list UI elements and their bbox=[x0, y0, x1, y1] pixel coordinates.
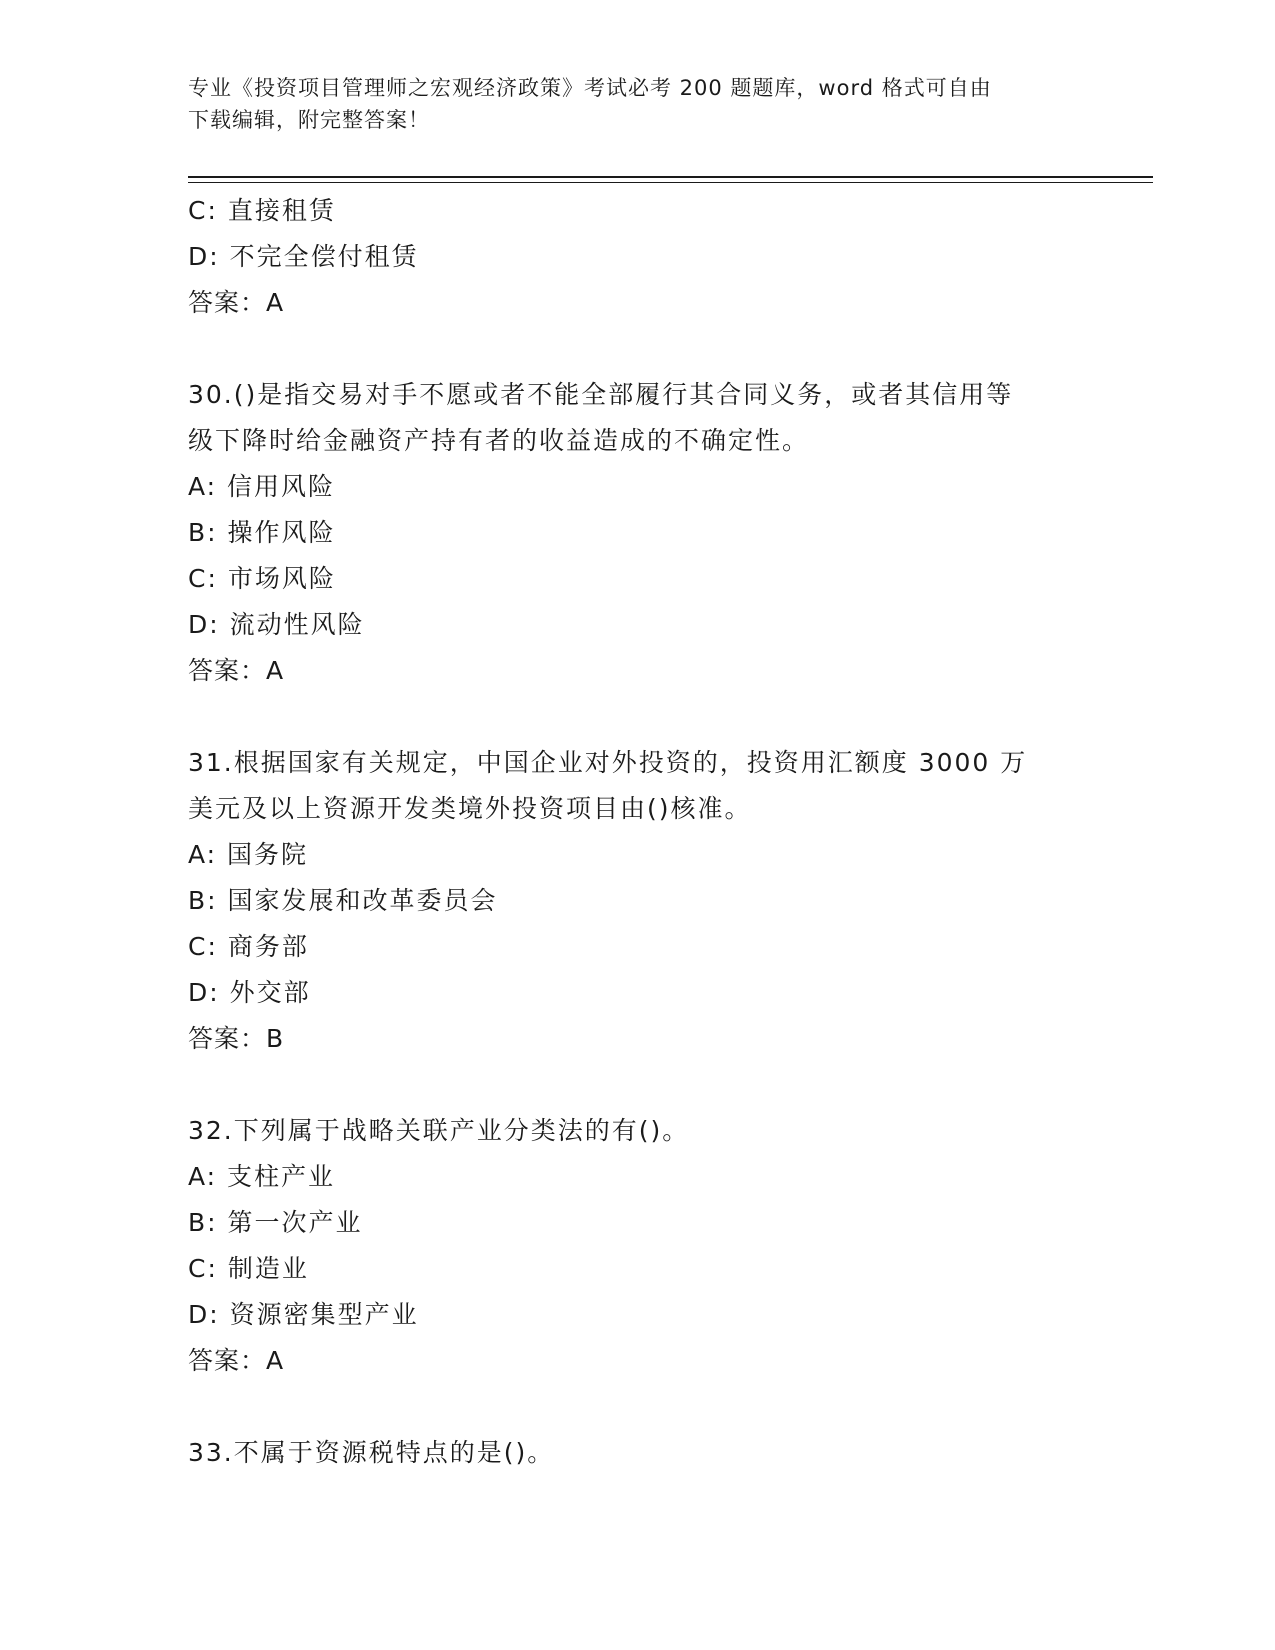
option-c: C: 市场风险 bbox=[188, 564, 336, 593]
option-d: D: 不完全偿付租赁 bbox=[188, 242, 419, 271]
question-29-tail bbox=[188, 188, 1088, 326]
option-a: A: 信用风险 bbox=[188, 472, 336, 501]
question-30 bbox=[188, 372, 1088, 694]
answer-line: 答案：B bbox=[188, 1024, 285, 1053]
question-text: 级下降时给金融资产持有者的收益造成的不确定性。 bbox=[188, 426, 810, 455]
header-divider-thick bbox=[188, 176, 1153, 178]
question-text: 32.下列属于战略关联产业分类法的有()。 bbox=[188, 1116, 690, 1145]
option-d: D: 资源密集型产业 bbox=[188, 1300, 419, 1329]
answer-line: 答案：A bbox=[188, 1346, 285, 1375]
option-b: B: 国家发展和改革委员会 bbox=[188, 886, 498, 915]
header-line-2: 下载编辑，附完整答案！ bbox=[188, 108, 430, 132]
header-line-1: 专业《投资项目管理师之宏观经济政策》考试必考 200 题题库，word 格式可自由 bbox=[188, 76, 992, 100]
question-list bbox=[188, 188, 1088, 1476]
option-b: B: 操作风险 bbox=[188, 518, 336, 547]
option-a: A: 支柱产业 bbox=[188, 1162, 336, 1191]
option-c: C: 直接租赁 bbox=[188, 196, 336, 225]
option-c: C: 制造业 bbox=[188, 1254, 309, 1283]
option-d: D: 外交部 bbox=[188, 978, 311, 1007]
option-c: C: 商务部 bbox=[188, 932, 309, 961]
option-a: A: 国务院 bbox=[188, 840, 309, 869]
header-divider-thin bbox=[188, 182, 1153, 183]
question-text: 33.不属于资源税特点的是()。 bbox=[188, 1438, 555, 1467]
option-b: B: 第一次产业 bbox=[188, 1208, 363, 1237]
document-header bbox=[188, 72, 1068, 136]
question-text: 31.根据国家有关规定，中国企业对外投资的，投资用汇额度 3000 万 bbox=[188, 748, 1028, 777]
answer-line: 答案：A bbox=[188, 288, 285, 317]
question-31 bbox=[188, 740, 1088, 1062]
question-33 bbox=[188, 1430, 1088, 1476]
question-text: 美元及以上资源开发类境外投资项目由()核准。 bbox=[188, 794, 752, 823]
answer-line: 答案：A bbox=[188, 656, 285, 685]
question-text: 30.()是指交易对手不愿或者不能全部履行其合同义务，或者其信用等 bbox=[188, 380, 1014, 409]
question-32 bbox=[188, 1108, 1088, 1384]
option-d: D: 流动性风险 bbox=[188, 610, 365, 639]
